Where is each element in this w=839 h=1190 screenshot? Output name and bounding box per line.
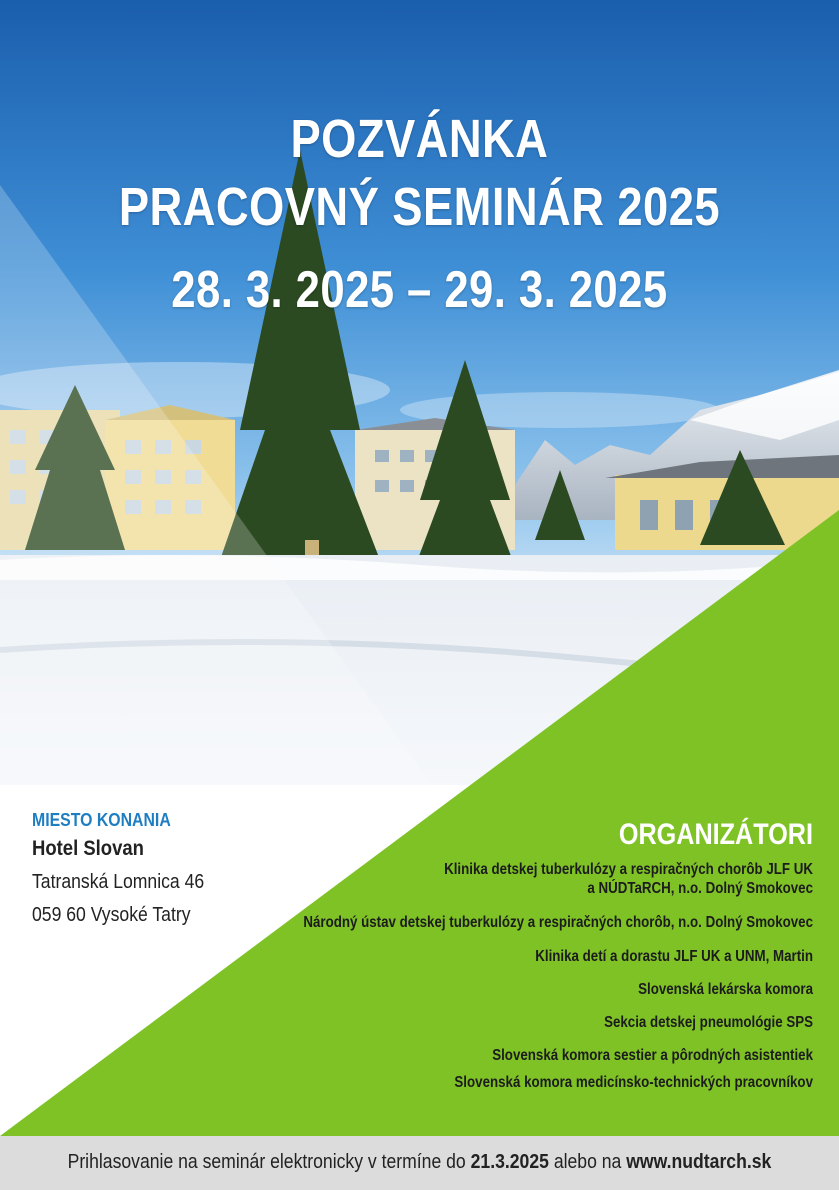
organizer-item: Sekcia detskej pneumológie SPS	[604, 1014, 813, 1031]
venue-name: Hotel Slovan	[32, 837, 144, 860]
venue-city: 059 60 Vysoké Tatry	[32, 904, 191, 926]
registration-intro: Prihlasovanie na seminár elektronicky v termíne do	[67, 1151, 471, 1173]
organizer-item: Klinika detskej tuberkulózy a respiračných chorôb JLF UK	[444, 861, 813, 878]
registration-text	[50, 1151, 788, 1174]
seminar-title: PRACOVNÝ SEMINÁR 2025	[118, 177, 721, 237]
registration-deadline: 21.3.2025	[470, 1151, 549, 1173]
registration-or: alebo na	[548, 1151, 627, 1173]
organizer-item: Slovenská komora medicínsko-technických pracovníkov	[454, 1074, 813, 1091]
seminar-dates: 28. 3. 2025 – 29. 3. 2025	[171, 261, 668, 319]
registration-footer	[0, 1136, 839, 1190]
organizers-heading: ORGANIZÁTORI	[618, 818, 813, 851]
organizers-block	[193, 818, 813, 1092]
invitation-title: POZVÁNKA	[290, 109, 549, 169]
organizer-item: a NÚDTaRCH, n.o. Dolný Smokovec	[587, 880, 813, 897]
venue-street: Tatranská Lomnica 46	[32, 871, 205, 893]
website-link[interactable]: www.nudtarch.sk	[626, 1151, 772, 1173]
organizer-item: Klinika detí a dorastu JLF UK a UNM, Martin	[535, 948, 813, 965]
venue-label: MIESTO KONANIA	[32, 810, 171, 830]
organizer-item: Slovenská komora sestier a pôrodných asistentiek	[492, 1047, 813, 1064]
organizer-item: Slovenská lekárska komora	[638, 981, 813, 998]
organizer-item: Národný ústav detskej tuberkulózy a respiračných chorôb, n.o. Dolný Smokovec	[303, 914, 813, 931]
